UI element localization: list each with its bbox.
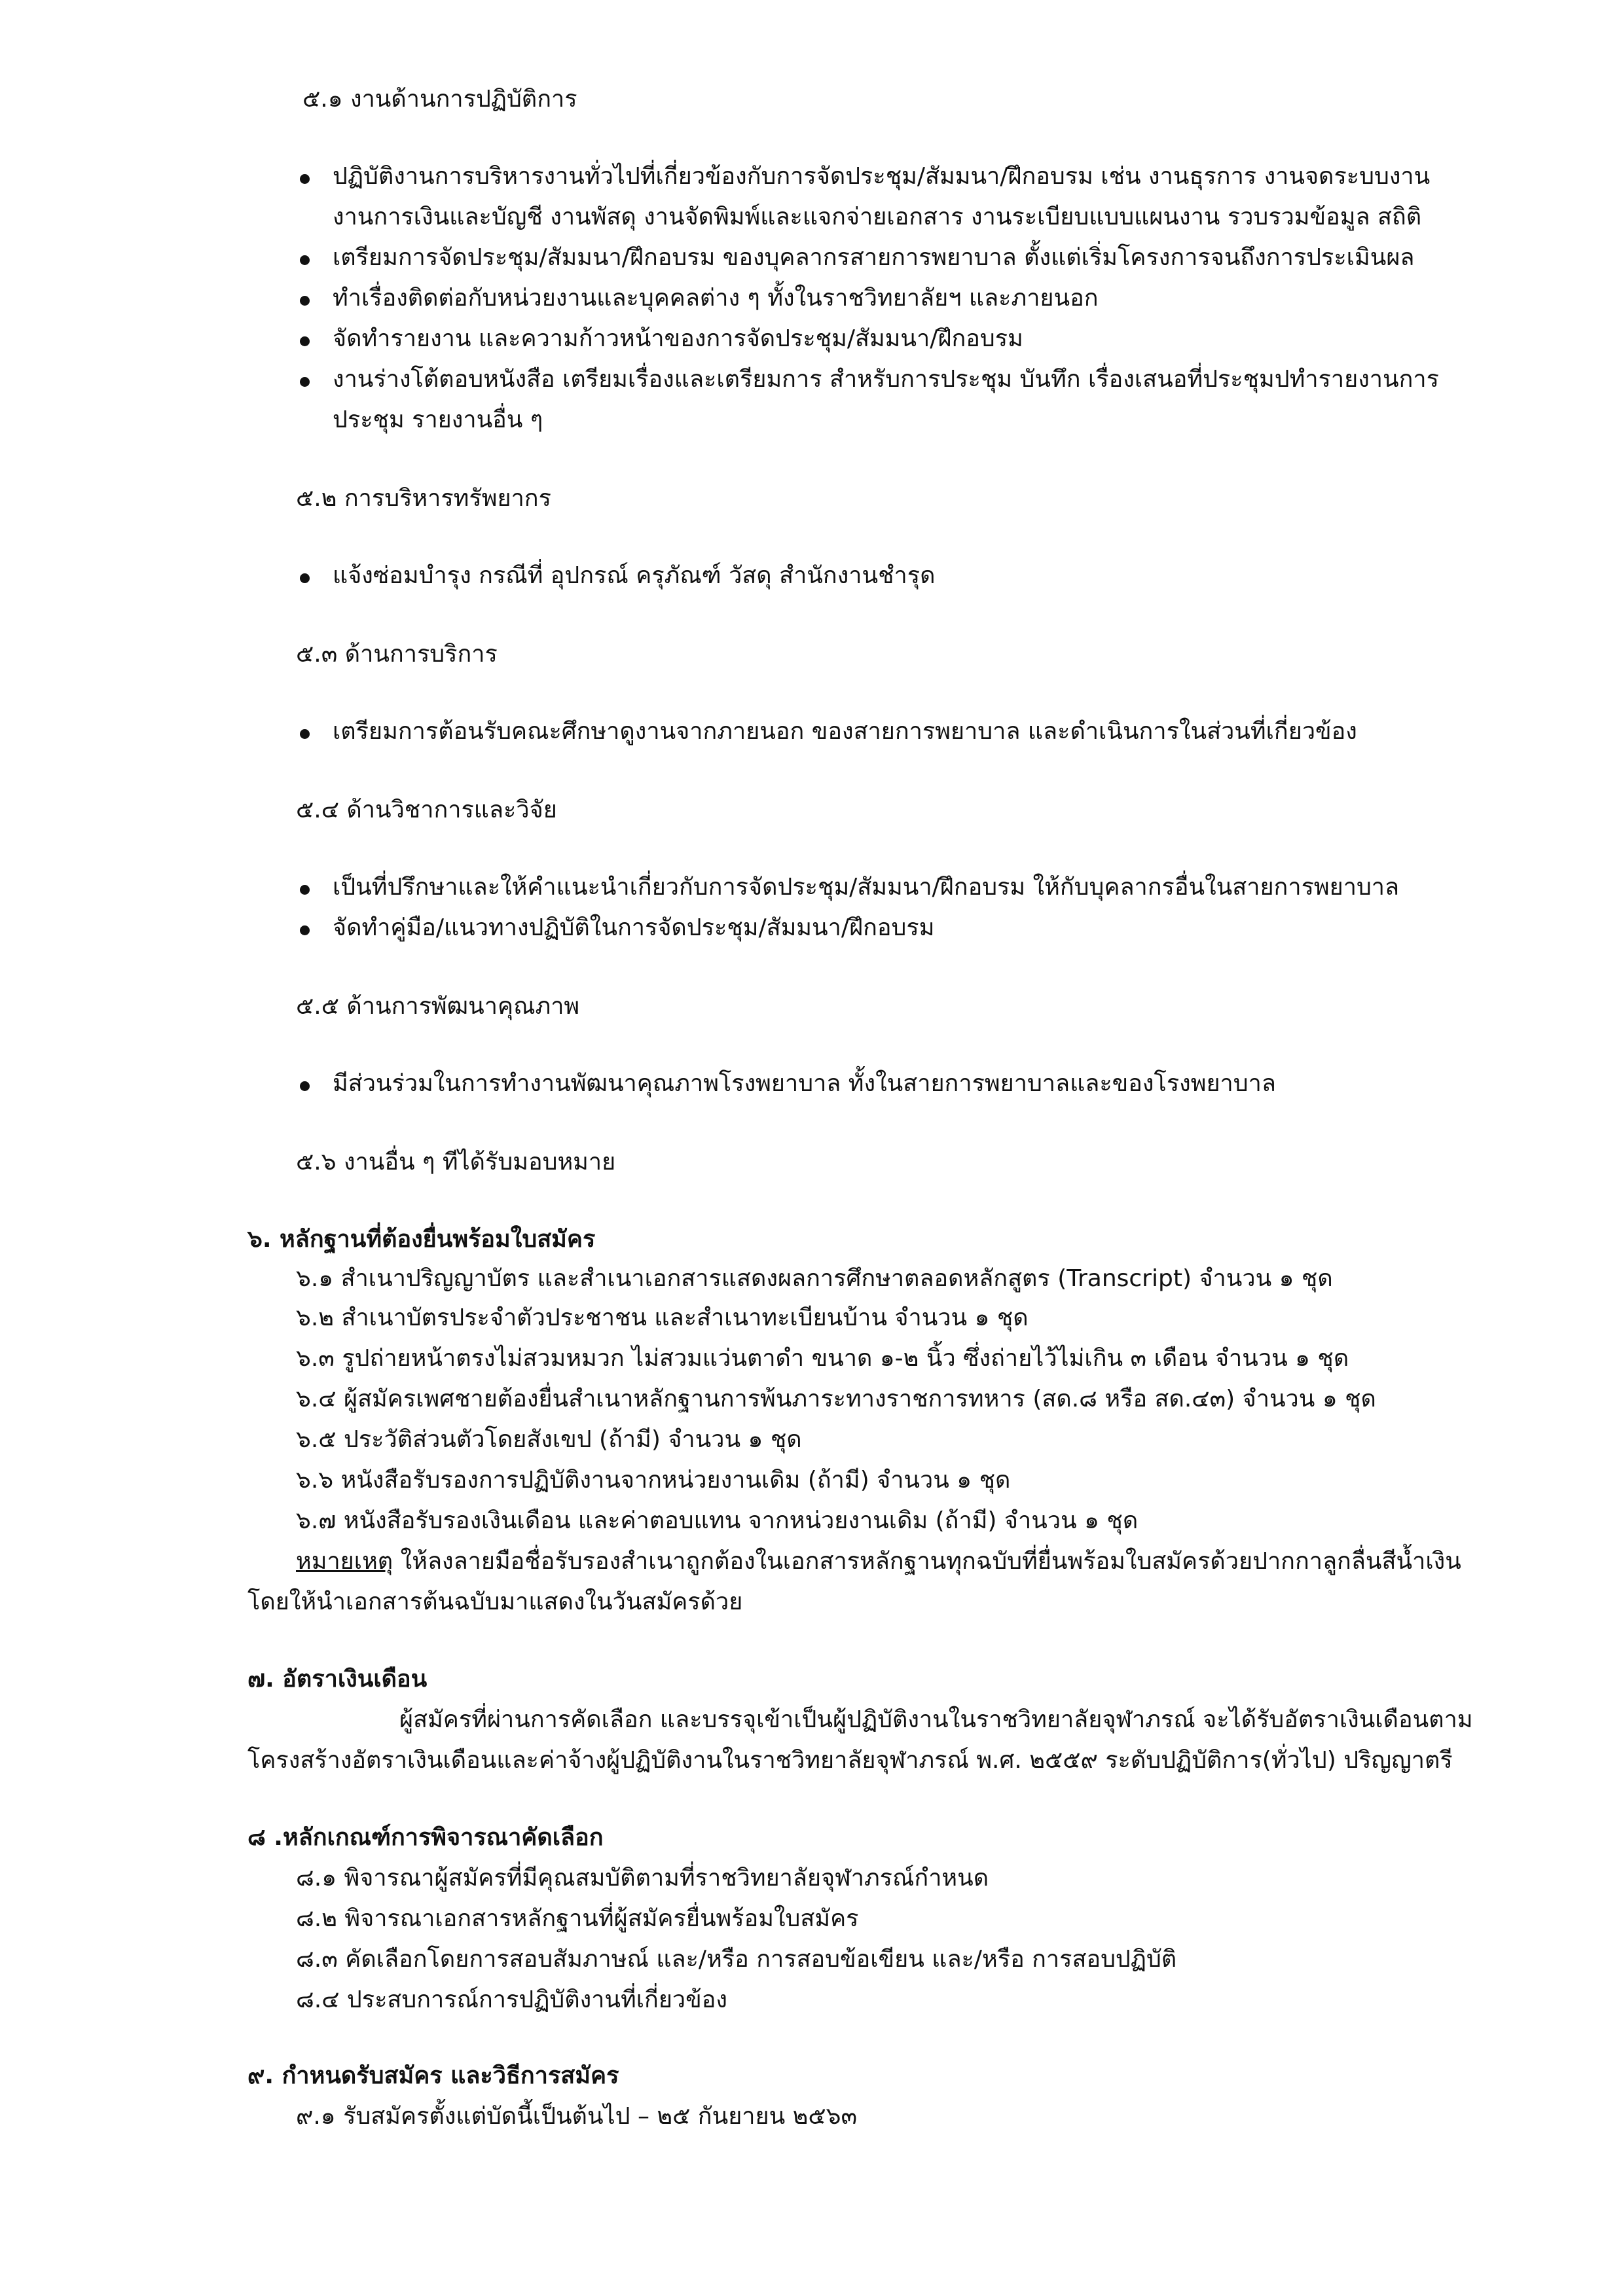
s7-paragraph-line-1: ผู้สมัครที่ผ่านการคัดเลือก และบรรจุเข้าเป็นผู้ปฏิบัติงานในราชวิทยาลัยจุฬาภรณ์ จะได้รับอัตราเงินเดือนตาม (399, 1706, 1473, 1733)
section-6-heading: ๖. หลักฐานที่ต้องยื่นพร้อมใบสมัคร (247, 1226, 596, 1253)
bullet-icon (300, 336, 310, 346)
section-5-4-heading: ๕.๔ ด้านวิชาการและวิจัย (296, 797, 557, 823)
s51-item-5-line-1: งานร่างโต้ตอบหนังสือ เตรียมเรื่องและเตรียมการ สำหรับการประชุม บันทึก เรื่องเสนอที่ประชุมปทำรายงานการ (333, 366, 1439, 393)
s52-item-1: แจ้งซ่อมบำรุง กรณีที่ อุปกรณ์ ครุภัณฑ์ วัสดุ สำนักงานชำรุด (333, 562, 936, 589)
s6-note-line-2: โดยให้นำเอกสารต้นฉบับมาแสดงในวันสมัครด้วย (247, 1588, 743, 1615)
bullet-icon (300, 573, 310, 583)
bullet-icon (300, 174, 310, 184)
s51-item-4: จัดทำรายงาน และความก้าวหน้าของการจัดประชุม/สัมมนา/ฝึกอบรม (333, 325, 1023, 352)
s6-note-line-1 (296, 1547, 1461, 1575)
bullet-icon (300, 377, 310, 387)
section-5-5-heading: ๕.๕ ด้านการพัฒนาคุณภาพ (296, 993, 580, 1020)
s53-item-1: เตรียมการต้อนรับคณะศึกษาดูงานจากภายนอก ของสายการพยาบาล และดำเนินการในส่วนที่เกี่ยวข้อง (333, 718, 1357, 745)
note-label: หมายเหตุ (296, 1548, 393, 1575)
bullet-icon (300, 1081, 310, 1091)
s51-item-1-line-1: ปฏิบัติงานการบริหารงานทั่วไปที่เกี่ยวข้องกับการจัดประชุม/สัมมนา/ฝึกอบรม เช่น งานธุรการ งานจดระบบงาน (333, 163, 1431, 190)
s6-item-7: ๖.๗ หนังสือรับรองเงินเดือน และค่าตอบแทน จากหน่วยงานเดิม (ถ้ามี) จำนวน ๑ ชุด (296, 1507, 1139, 1534)
bullet-icon (300, 296, 310, 306)
section-9-heading: ๙. กำหนดรับสมัคร และวิธีการสมัคร (247, 2062, 619, 2089)
s6-item-4: ๖.๔ ผู้สมัครเพศชายต้องยื่นสำเนาหลักฐานการพ้นภาระทางราชการทหาร (สด.๘ หรือ สด.๔๓) จำนวน ๑ ชุด (296, 1386, 1376, 1412)
s8-item-4: ๘.๔ ประสบการณ์การปฏิบัติงานที่เกี่ยวข้อง (296, 1986, 727, 2013)
s6-item-1: ๖.๑ สำเนาปริญญาบัตร และสำเนาเอกสารแสดงผลการศึกษาตลอดหลักสูตร (Transcript) จำนวน ๑ ชุด (296, 1265, 1333, 1292)
s51-item-3: ทำเรื่องติดต่อกับหน่วยงานและบุคคลต่าง ๆ ทั้งในราชวิทยาลัยฯ และภายนอก (333, 285, 1099, 312)
s51-item-2: เตรียมการจัดประชุม/สัมมนา/ฝึกอบรม ของบุคลากรสายการพยาบาล ตั้งแต่เริ่มโครงการจนถึงการประเมินผล (333, 244, 1415, 271)
bullet-icon (300, 925, 310, 935)
s51-item-5-line-2: ประชุม รายงานอื่น ๆ (333, 406, 543, 433)
s8-item-1: ๘.๑ พิจารณาผู้สมัครที่มีคุณสมบัติตามที่ราชวิทยาลัยจุฬาภรณ์กำหนด (296, 1865, 989, 1892)
section-5-6-heading: ๕.๖ งานอื่น ๆ ทีได้รับมอบหมาย (296, 1149, 616, 1175)
note-text: ให้ลงลายมือชื่อรับรองสำเนาถูกต้องในเอกสารหลักฐานทุกฉบับที่ยื่นพร้อมใบสมัครด้วยปากกาลูกลื่นสีน้ำเงิน (393, 1548, 1461, 1575)
section-5-2-heading: ๕.๒ การบริหารทรัพยากร (296, 485, 551, 512)
bullet-icon (300, 885, 310, 895)
s6-item-3: ๖.๓ รูปถ่ายหน้าตรงไม่สวมหมวก ไม่สวมแว่นตาดำ ขนาด ๑-๒ นิ้ว ซึ่งถ่ายไว้ไม่เกิน ๓ เดือน จำนวน ๑ ชุด (296, 1345, 1349, 1372)
s6-item-6: ๖.๖ หนังสือรับรองการปฏิบัติงานจากหน่วยงานเดิม (ถ้ามี) จำนวน ๑ ชุด (296, 1467, 1011, 1494)
s9-item-1: ๙.๑ รับสมัครตั้งแต่บัดนี้เป็นต้นไป – ๒๕ กันยายน ๒๕๖๓ (296, 2103, 858, 2130)
s54-item-1: เป็นที่ปรึกษาและให้คำแนะนำเกี่ยวกับการจัดประชุม/สัมมนา/ฝึกอบรม ให้กับบุคลากรอื่นในสายการพยาบาล (333, 874, 1400, 901)
section-7-heading: ๗. อัตราเงินเดือน (247, 1666, 428, 1693)
s55-item-1: มีส่วนร่วมในการทำงานพัฒนาคุณภาพโรงพยาบาล ทั้งในสายการพยาบาลและของโรงพยาบาล (333, 1070, 1276, 1097)
s7-paragraph-line-2: โครงสร้างอัตราเงินเดือนและค่าจ้างผู้ปฏิบัติงานในราชวิทยาลัยจุฬาภรณ์ พ.ศ. ๒๕๕๙ ระดับปฏิบัติการ(ทั่วไป) ปริญญาตรี (247, 1747, 1453, 1774)
bullet-icon (300, 729, 310, 739)
s6-item-2: ๖.๒ สำเนาบัตรประจำตัวประชาชน และสำเนาทะเบียนบ้าน จำนวน ๑ ชุด (296, 1304, 1029, 1331)
s6-item-5: ๖.๕ ประวัติส่วนตัวโดยสังเขป (ถ้ามี) จำนวน ๑ ชุด (296, 1426, 802, 1453)
section-5-1-heading: ๕.๑ งานด้านการปฏิบัติการ (302, 86, 577, 113)
s54-item-2: จัดทำคู่มือ/แนวทางปฏิบัติในการจัดประชุม/สัมมนา/ฝึกอบรม (333, 914, 935, 941)
section-5-3-heading: ๕.๓ ด้านการบริการ (296, 641, 498, 668)
s51-item-1-line-2: งานการเงินและบัญชี งานพัสดุ งานจัดพิมพ์และแจกจ่ายเอกสาร งานระเบียบแบบแผนงาน รวบรวมข้อมูล สถิติ (333, 204, 1422, 230)
s8-item-2: ๘.๒ พิจารณาเอกสารหลักฐานที่ผู้สมัครยื่นพร้อมใบสมัคร (296, 1905, 859, 1932)
section-8-heading: ๘ .หลักเกณฑ์การพิจารณาคัดเลือก (247, 1824, 604, 1851)
s8-item-3: ๘.๓ คัดเลือกโดยการสอบสัมภาษณ์ และ/หรือ การสอบข้อเขียน และ/หรือ การสอบปฏิบัติ (296, 1946, 1177, 1973)
bullet-icon (300, 255, 310, 265)
